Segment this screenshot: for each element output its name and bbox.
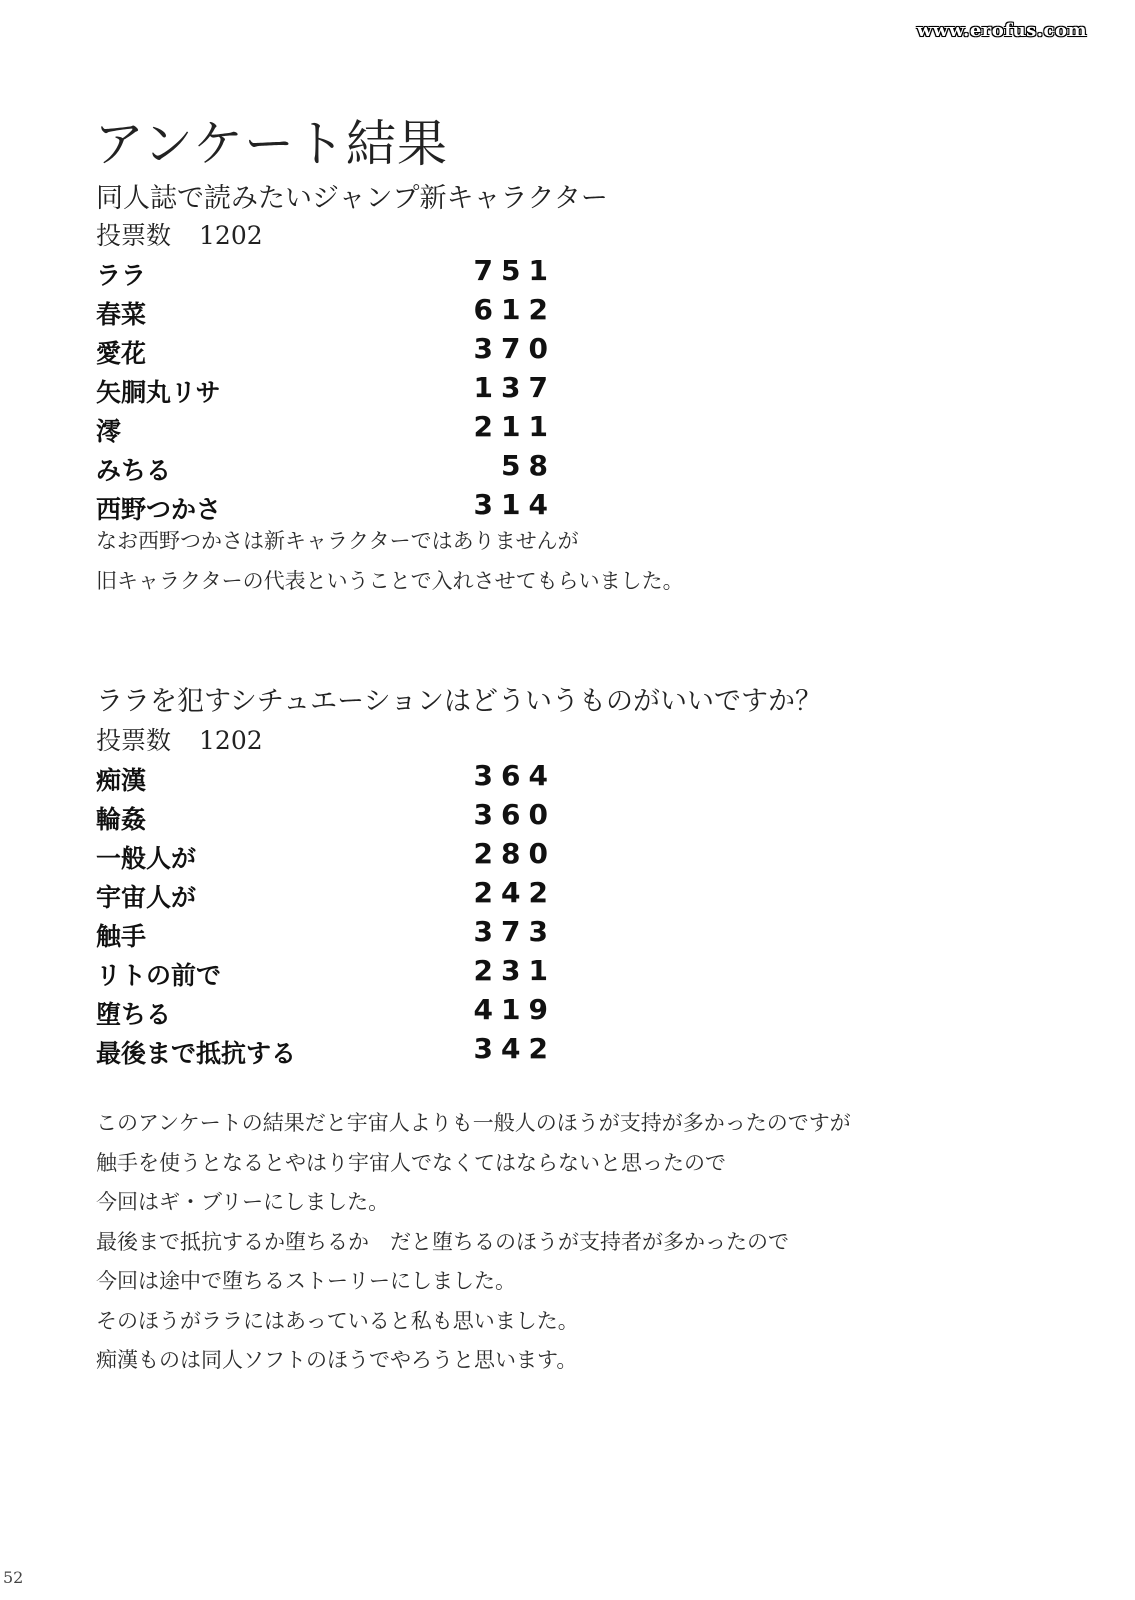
result-row (96, 486, 556, 525)
result-count: 360 (473, 798, 556, 831)
survey1-votes (96, 216, 263, 252)
page-number: 52 (3, 1568, 24, 1587)
result-row (96, 291, 556, 330)
survey2-votes-total: 1202 (199, 726, 263, 755)
watermark-text: www.erofus.com (916, 20, 1087, 41)
commentary-line: 最後まで抵抗するか堕ちるか だと堕ちるのほうが支持者が多かったので (96, 1229, 789, 1254)
result-label: 春菜 (96, 300, 147, 329)
result-count: 612 (473, 293, 556, 326)
result-label: 触手 (96, 922, 147, 951)
result-row (96, 252, 556, 291)
result-count: 280 (473, 837, 556, 870)
result-count: 342 (473, 1032, 556, 1065)
result-count: 419 (473, 993, 556, 1026)
result-count: 364 (473, 759, 556, 792)
result-label: 宇宙人が (96, 883, 197, 912)
commentary-line: 痴漢ものは同人ソフトのほうでやろうと思います。 (96, 1348, 578, 1372)
result-row (96, 952, 556, 991)
result-label: 最後まで抵抗する (96, 1039, 297, 1068)
result-label: 愛花 (96, 339, 147, 368)
result-count: 231 (473, 954, 556, 987)
result-count: 314 (473, 488, 556, 521)
result-row (96, 408, 556, 447)
commentary (96, 1104, 851, 1381)
result-count: 373 (473, 915, 556, 948)
result-row (96, 874, 556, 913)
result-row (96, 369, 556, 408)
commentary-line: 今回は途中で堕ちるストーリーにしました。 (96, 1269, 516, 1293)
commentary-line: そのほうがララにはあっていると私も思いました。 (96, 1308, 579, 1333)
commentary-line: このアンケートの結果だと宇宙人よりも一般人のほうが支持が多かったのですが (96, 1111, 851, 1135)
result-row (96, 330, 556, 369)
survey1-results (96, 252, 556, 525)
result-label: リトの前で (96, 961, 222, 990)
result-label: 痴漢 (96, 766, 147, 795)
commentary-line: 今回はギ・ブリーにしました。 (96, 1190, 390, 1214)
survey2-question: ララを犯すシチュエーションはどういうものがいいですか？ (96, 686, 823, 717)
result-count: 370 (473, 332, 556, 365)
survey2-results (96, 757, 556, 1069)
result-label: 一般人が (96, 844, 197, 873)
result-label: 輪姦 (96, 805, 147, 834)
result-label: 澪 (96, 417, 122, 446)
survey1-question: 同人誌で読みたいジャンプ新キャラクター (96, 183, 608, 214)
note-line: 旧キャラクターの代表ということで入れさせてもらいました。 (96, 568, 684, 593)
survey1-votes-total: 1202 (199, 221, 263, 250)
survey2-votes (96, 721, 263, 757)
survey2-votes-label: 投票数 (96, 726, 172, 755)
result-row (96, 796, 556, 835)
result-row (96, 913, 556, 952)
result-count: 751 (473, 254, 556, 287)
page-title: アンケート結果 (94, 115, 448, 173)
result-label: みちる (96, 456, 172, 485)
result-count: 137 (473, 371, 556, 404)
survey1-note (96, 522, 684, 601)
survey1-votes-label: 投票数 (96, 221, 172, 250)
result-row (96, 835, 556, 874)
result-count: 211 (473, 410, 556, 443)
result-row (96, 1030, 556, 1069)
result-label: 矢胴丸リサ (96, 378, 221, 407)
note-line: なお西野つかさは新キャラクターではありませんが (96, 529, 579, 553)
result-label: 堕ちる (96, 1000, 172, 1029)
result-row (96, 991, 556, 1030)
commentary-line: 触手を使うとなるとやはり宇宙人でなくてはならないと思ったので (96, 1150, 726, 1175)
result-label: 西野つかさ (96, 495, 222, 524)
result-count: 242 (473, 876, 556, 909)
result-label: ララ (96, 261, 147, 290)
result-count: 58 (501, 449, 556, 482)
result-row (96, 447, 556, 486)
result-row (96, 757, 556, 796)
